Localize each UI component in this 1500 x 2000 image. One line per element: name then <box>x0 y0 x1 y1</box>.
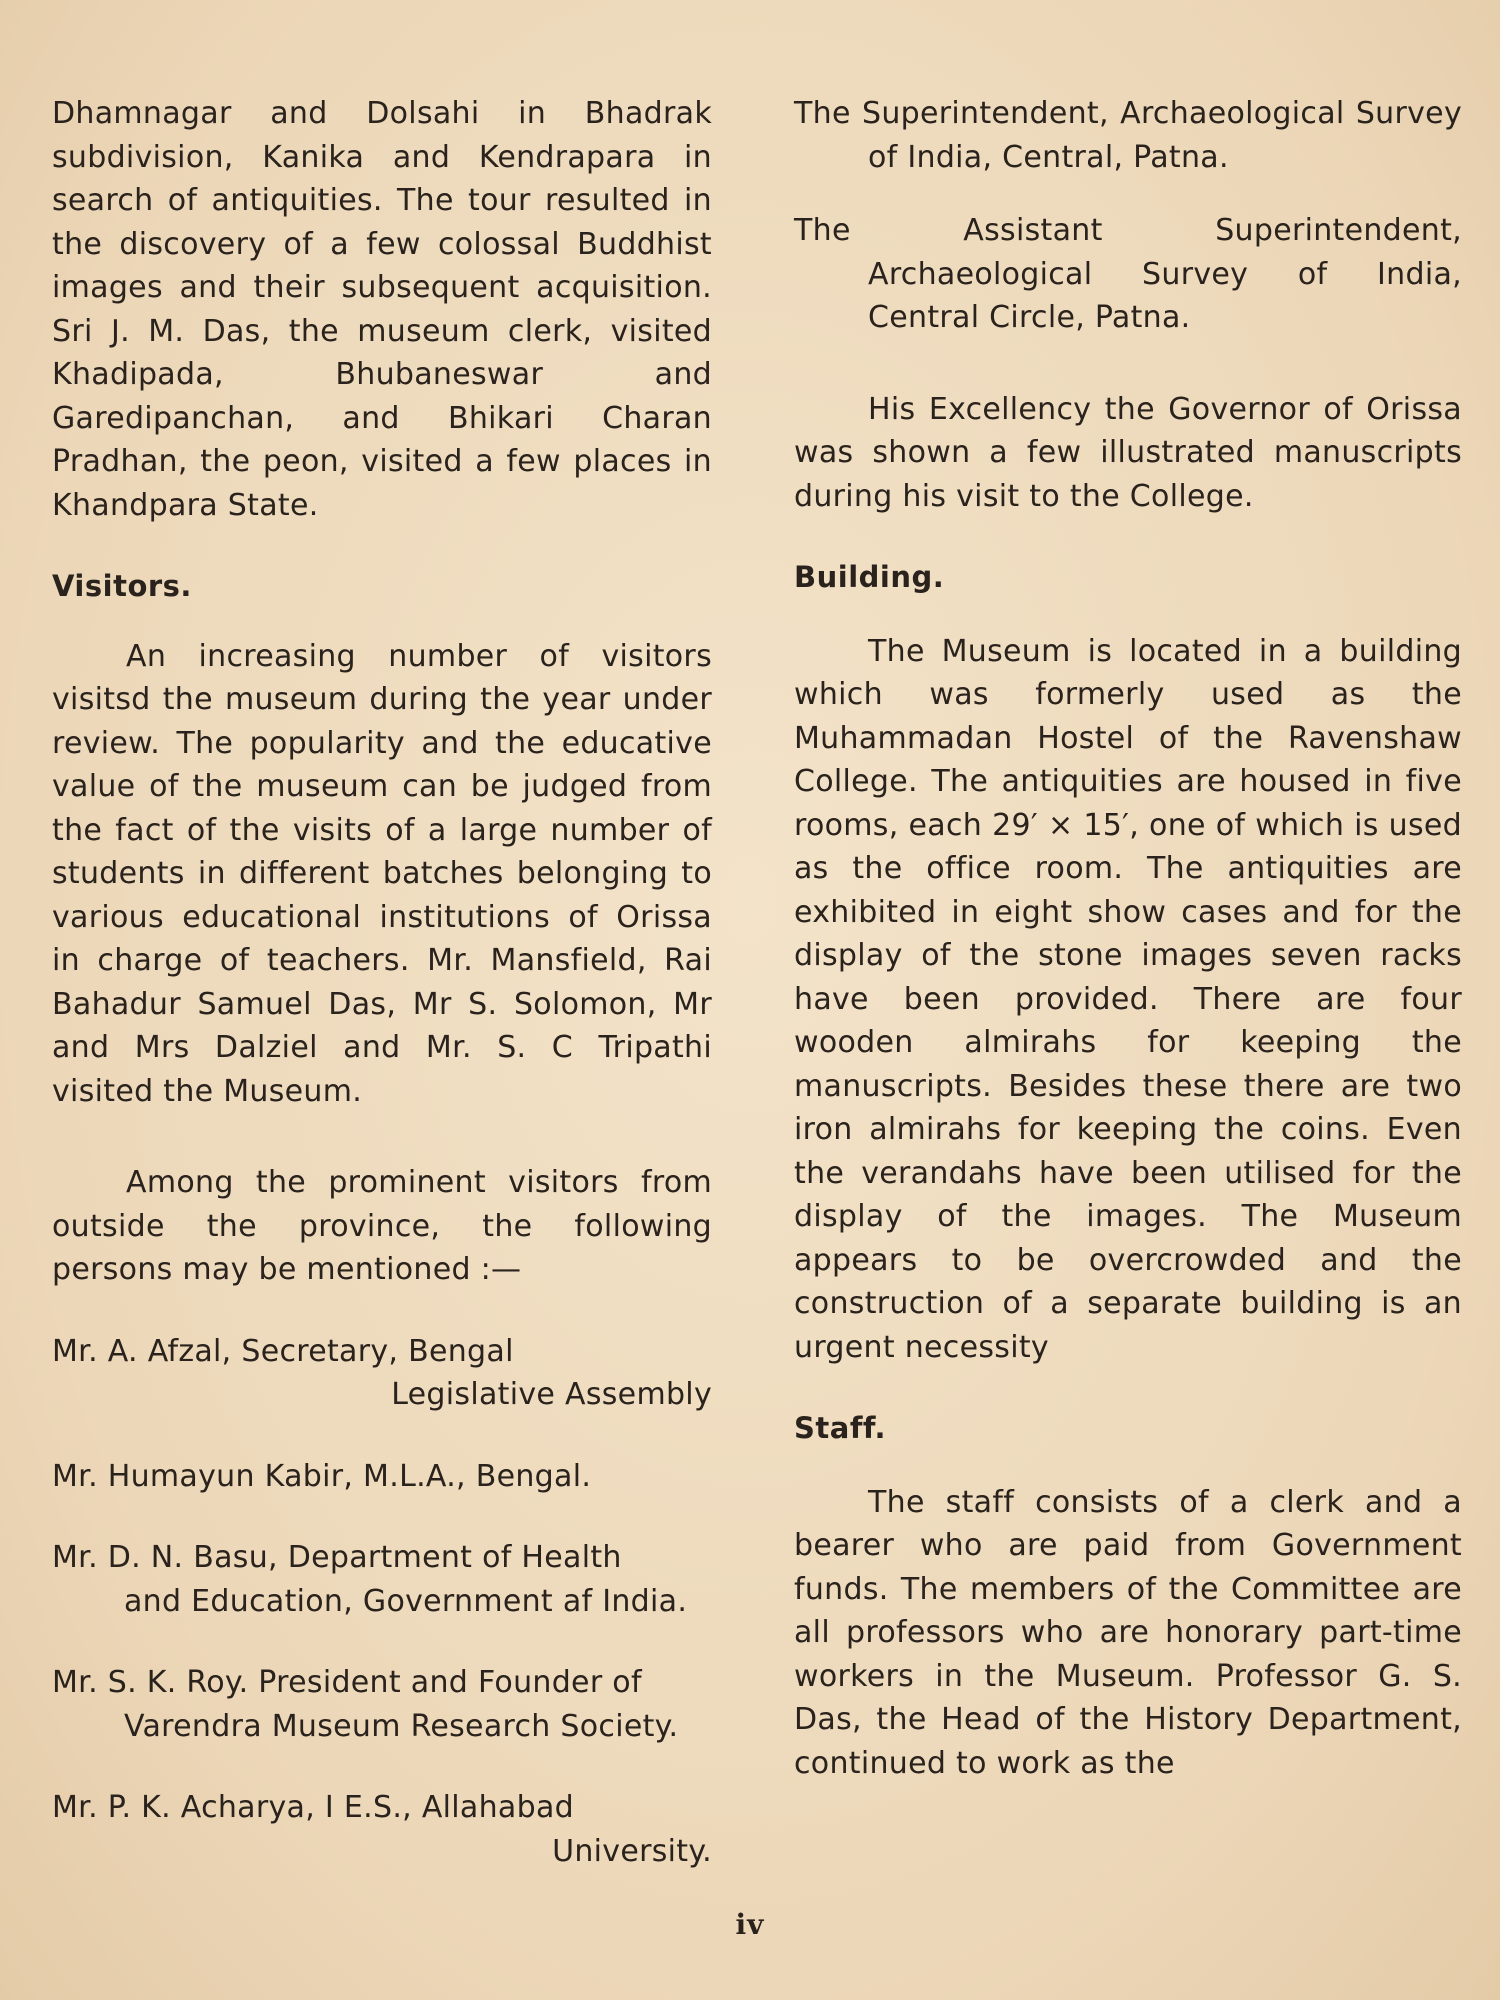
visitor-affiliation: and Education, Government af India. <box>124 1583 688 1619</box>
recipient-entry: The Assistant Superintendent, Archaeological Survey of India, Central Circle, Patna. <box>794 213 1462 335</box>
visitor-entry <box>52 1661 712 1748</box>
visitor-name: Mr. A. Afzal, Secretary, Bengal <box>52 1333 514 1369</box>
left-column <box>52 92 712 1873</box>
staff-heading: Staff. <box>794 1411 886 1445</box>
visitor-affiliation: Varendra Museum Research Society. <box>124 1708 679 1744</box>
recipient-entry: The Superintendent, Archaeological Survey of India, Central, Patna. <box>794 96 1462 175</box>
page-number: iv <box>735 1908 765 1941</box>
right-column <box>794 92 1462 1785</box>
intro-paragraph: Dhamnagar and Dolsahi in Bhadrak subdivision, Kanika and Kendrapara in search of antiquities. The tour resulted in the discovery of a few colossal Buddhist images and their subsequent acquisition. Sri J. M. Das, the museum clerk, visited Khadipada, Bhubaneswar and Garedipanchan, and Bhikari Charan Pradhan, the peon, visited a few places in Khandpara State. <box>52 96 712 523</box>
visitor-affiliation: University. <box>552 1833 712 1869</box>
governor-paragraph: His Excellency the Governor of Orissa was shown a few illustrated manuscripts during his visit to the College. <box>794 391 1462 514</box>
visitor-entry <box>52 1786 712 1873</box>
building-heading: Building. <box>794 560 945 594</box>
visitor-entry <box>52 1455 712 1499</box>
prominent-visitors-paragraph: Among the prominent visitors from outside the province, the following persons may be mentioned :— <box>52 1165 712 1287</box>
staff-paragraph: The staff consists of a clerk and a bearer who are paid from Government funds. The members of the Committee are all professors who are honorary part-time workers in the Museum. Professor G. S. Das, the Head of the History Department, continued to work as the <box>794 1484 1462 1781</box>
visitor-entry <box>52 1330 712 1417</box>
visitor-affiliation: Legislative Assembly <box>391 1377 712 1412</box>
visitor-entry <box>52 1536 712 1623</box>
visitors-heading: Visitors. <box>52 569 192 603</box>
visitor-name: Mr. S. K. Roy. President and Founder of <box>52 1665 642 1700</box>
building-paragraph: The Museum is located in a building which was formerly used as the Muhammadan Hostel of the Ravenshaw College. The antiquities are housed in five rooms, each 29′ × 15′, one of which is used as the office room. The antiquities are exhibited in eight show cases and for the display of the stone images seven racks have been provided. There are four wooden almirahs for keeping the manuscripts. Besides these there are two iron almirahs for keeping the coins. Even the verandahs have been utilised for the display of the images. The Museum appears to be overcrowded and the construction of a separate building is an urgent necessity <box>794 633 1462 1365</box>
visitor-name: Mr. D. N. Basu, Department of Health <box>52 1540 622 1575</box>
visitor-name: Mr. P. K. Acharya, I E.S., Allahabad <box>52 1790 574 1825</box>
visitor-name: Mr. Humayun Kabir, M.L.A., Bengal. <box>52 1458 592 1494</box>
visitors-paragraph: An increasing number of visitors visitsd the museum during the year under review. The popularity and the educative value of the museum can be judged from the fact of the visits of a large number of students in different batches belonging to various educational institutions of Orissa in charge of teachers. Mr. Mansfield, Rai Bahadur Samuel Das, Mr S. Solomon, Mr and Mrs Dalziel and Mr. S. C Tripathi visited the Museum. <box>52 638 712 1109</box>
